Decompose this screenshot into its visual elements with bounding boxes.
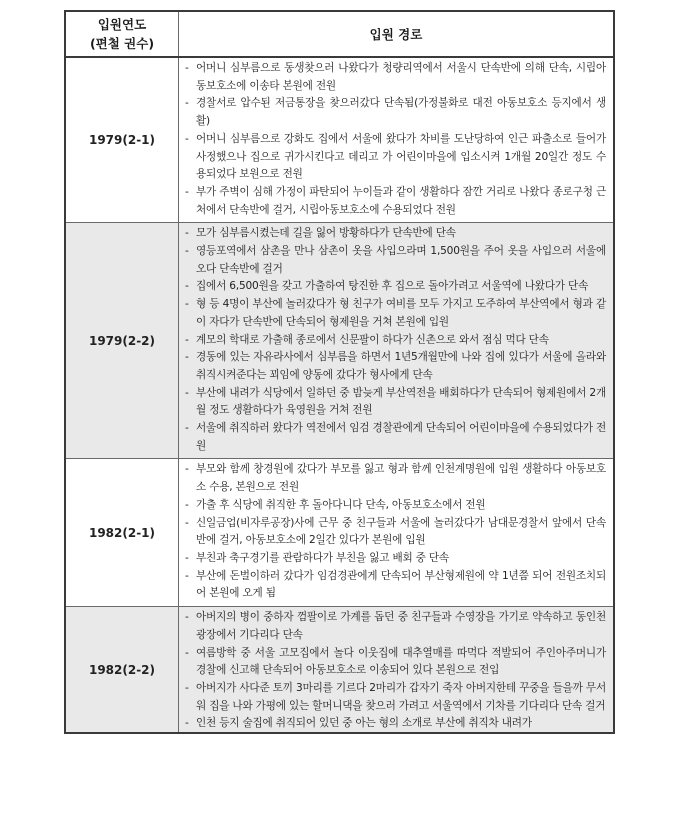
route-entry-text: 부산에 돈벌이하러 갔다가 임검경관에게 단속되어 부산형제원에 약 1년쯤 되어 전원조치되어 본원에 오게 됨 (196, 569, 606, 600)
route-entry (185, 95, 606, 130)
table-body (65, 57, 614, 733)
route-entry-text: 형 등 4명이 부산에 놀러갔다가 형 친구가 여비를 모두 가지고 도주하여 부산역에서 형과 같이 자다가 단속반에 단속되어 형제원을 거쳐 본원에 입원 (196, 298, 606, 328)
table-row (65, 459, 614, 607)
route-entry-text: 영등포역에서 삼촌을 만나 삼촌이 옷을 사입으라며 1,500원을 주어 옷을 사입으러 서울에 오다 단속반에 걸거 (196, 245, 606, 275)
route-entry (185, 296, 606, 331)
bullet-dash: - (185, 97, 189, 110)
year-cell: 1982(2-1) (65, 459, 179, 607)
year-header-line2: (편철 권수) (89, 36, 155, 51)
route-entry (185, 420, 606, 455)
route-entry-text: 경찰서로 압수된 저금통장을 찾으러갔다 단속됨(가정불화로 대전 아동보호소 등지에서 생활) (196, 97, 606, 128)
route-column-header: 입원 경로 (179, 11, 615, 57)
year-column-header (65, 11, 179, 57)
bullet-dash: - (185, 298, 189, 311)
route-entry-text: 어머니 심부름으로 동생찾으러 나왔다가 청량리역에서 서울시 단속반에 의해 단속, 시립아동보호소에 이송타 본원에 전원 (196, 62, 606, 92)
admission-table (64, 10, 615, 734)
route-entry-text: 집에서 6,500원을 갖고 가출하여 탕진한 후 집으로 돌아가려고 서울역에 나왔다가 단속 (196, 280, 589, 293)
route-entry-text: 부친과 축구경기를 관람하다가 부친을 잃고 배회 중 단속 (196, 551, 449, 564)
route-entry (185, 497, 606, 515)
route-entry (185, 609, 606, 644)
route-entry (185, 515, 606, 550)
bullet-dash: - (185, 611, 189, 624)
route-entry (185, 131, 606, 184)
bullet-dash: - (185, 463, 189, 476)
route-entry (185, 568, 606, 603)
route-entry-text: 아버지의 병이 중하자 껌팔이로 가계를 돕던 중 친구들과 수영장을 가기로 약속하고 동인천광장에서 기다리다 단속 (196, 611, 606, 641)
bullet-dash: - (185, 569, 189, 582)
route-entry-text: 가출 후 식당에 취직한 후 돌아다니다 단속, 아동보호소에서 전원 (196, 498, 486, 511)
route-entry-text: 모가 심부름시켰는데 길을 잃어 방황하다가 단속반에 단속 (196, 227, 456, 240)
route-entry (185, 332, 606, 350)
table-row (65, 607, 614, 734)
route-entry (185, 550, 606, 568)
year-cell: 1979(2-1) (65, 57, 179, 223)
route-entry (185, 461, 606, 496)
bullet-dash: - (185, 422, 189, 435)
route-entry (185, 715, 606, 729)
route-entry (185, 680, 606, 715)
bullet-dash: - (185, 681, 189, 694)
route-entry-text: 어머니 심부름으로 강화도 집에서 서울에 왔다가 차비를 도난당하여 인근 파출소로 들어가 사정했으나 집으로 귀가시킨다고 데리고 가 어린이마을에 입소시켜 1개월 20일간 정도 수용되었다 보원으로 전원 (196, 132, 606, 181)
table-row (65, 57, 614, 223)
bullet-dash: - (185, 498, 189, 511)
route-entry (185, 278, 606, 296)
year-cell: 1982(2-2) (65, 607, 179, 734)
route-entry-text: 경동에 있는 자유라사에서 심부름을 하면서 1년5개월만에 나와 집에 있다가 서울에 올라와 취직시켜준다는 꾀임에 양동에 갔다가 형사에게 단속 (196, 351, 606, 381)
bullet-dash: - (185, 646, 189, 659)
route-entry (185, 385, 606, 420)
route-entry-text: 부모와 함께 창경원에 갔다가 부모를 잃고 형과 함께 인천계명원에 입원 생활하다 아동보호소 수용, 본원으로 전원 (196, 463, 606, 494)
route-entry (185, 225, 606, 243)
bullet-dash: - (185, 280, 189, 293)
bullet-dash: - (185, 185, 189, 198)
bullet-dash: - (185, 551, 189, 564)
bullet-dash: - (185, 386, 189, 399)
route-cell (179, 607, 615, 734)
year-cell: 1979(2-2) (65, 223, 179, 459)
route-cell (179, 223, 615, 459)
route-entry-text: 여름방학 중 서울 고모집에서 놀다 이웃집에 대추열매를 따먹다 적발되어 주인아주머니가 경찰에 신고해 단속되어 아동보호소로 이송되어 있다 본원으로 전입 (196, 646, 606, 677)
route-entry-text: 부산에 내려가 식당에서 일하던 중 밤늦게 부산역전을 배회하다가 단속되어 형제원에서 2개월 정도 생활하다가 육영원을 거쳐 전원 (196, 386, 606, 417)
bullet-dash: - (185, 132, 189, 145)
bullet-dash: - (185, 351, 189, 364)
header-row (65, 11, 614, 57)
bullet-dash: - (185, 245, 189, 258)
bullet-dash: - (185, 62, 189, 74)
route-entry-text: 아버지가 사다준 토끼 3마리를 기르다 2마리가 갑자기 죽자 아버지한테 꾸중을 들을까 무서워 집을 나와 가평에 있는 할머니댁을 찾으러 가려고 서울역에서 기차를 기다리다 단속 걸거 (196, 681, 606, 712)
route-entry-text: 서울에 취직하러 왔다가 역전에서 임검 경찰관에게 단속되어 어린이마을에 수용되었다가 전원 (196, 422, 606, 452)
route-entry (185, 349, 606, 384)
route-entry (185, 184, 606, 219)
route-entry (185, 243, 606, 278)
bullet-dash: - (185, 516, 189, 529)
route-entry-text: 인천 등지 술집에 취직되어 있던 중 아는 형의 소개로 부산에 취직차 내려가 (196, 717, 532, 730)
bullet-dash: - (185, 717, 189, 730)
route-cell (179, 459, 615, 607)
route-entry-text: 신일금업(비자루공장)사에 근무 중 친구들과 서울에 놀러갔다가 남대문경찰서 앞에서 단속반에 걸거, 아동보호소에 2일간 있다가 본원에 입원 (196, 516, 606, 547)
bullet-dash: - (185, 227, 189, 240)
year-header-line1: 입원연도 (97, 17, 147, 32)
route-entry-text: 계모의 학대로 가출해 종로에서 신문팔이 하다가 신촌으로 와서 점심 먹다 단속 (196, 333, 549, 346)
route-entry-text: 부가 주벽이 심해 가정이 파탄되어 누이들과 같이 생활하다 잠깐 거리로 나왔다 종로구청 근처에서 단속반에 걸거, 시립아동보호소에 수용되었다 전원 (196, 185, 606, 216)
route-cell (179, 57, 615, 223)
route-entry (185, 645, 606, 680)
route-entry (185, 60, 606, 95)
table-row (65, 223, 614, 459)
bullet-dash: - (185, 333, 189, 346)
